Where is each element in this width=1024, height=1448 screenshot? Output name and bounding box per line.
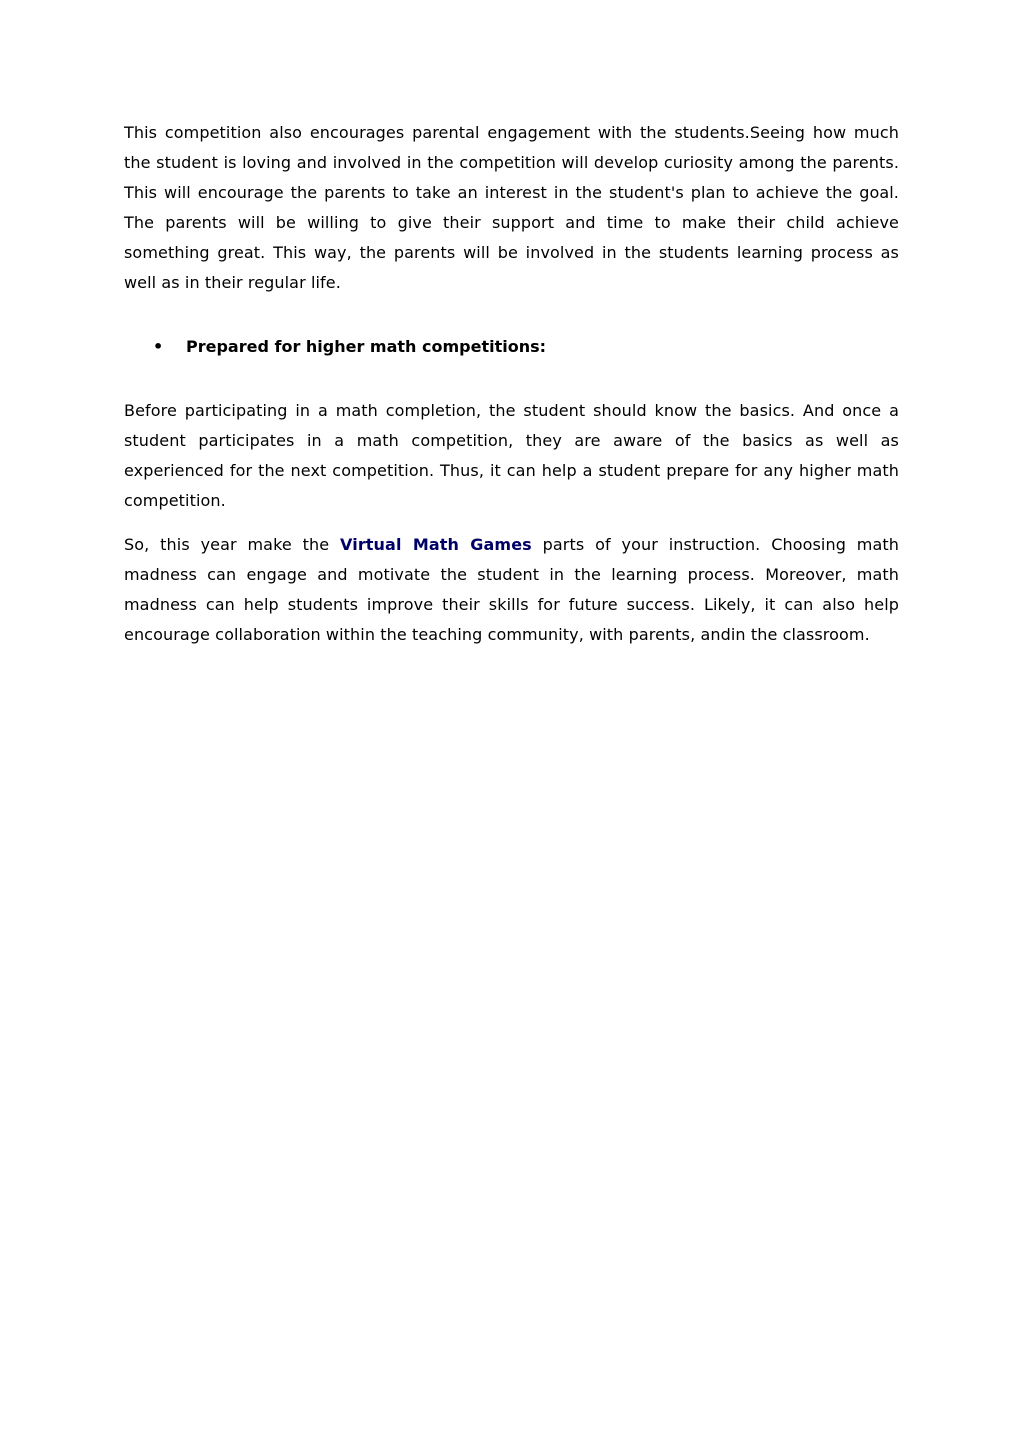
paragraph-conclusion-lead: So, this year make the bbox=[124, 535, 341, 554]
paragraph-preparation: Before participating in a math completion, the student should know the basics. And once a student participates in a math competition, they are aware of the basics as well as experienced for the next competition. Thus, it can help a student prepare for any higher math competition. bbox=[124, 401, 899, 510]
paragraph-parental-engagement: This competition also encourages parental engagement with the students.Seeing how much the student is loving and involved in the competition will develop curiosity among the parents. This will encourage the parents to take an interest in the student's plan to achieve the goal. The parents will be willing to give their support and time to make their child achieve something great. This way, the parents will be involved in the students learning process as well as in their regular life. bbox=[124, 123, 899, 292]
virtual-math-games-link[interactable]: Virtual Math Games bbox=[340, 535, 532, 554]
bullet-item bbox=[124, 332, 899, 362]
bullet-heading: Prepared for higher math competitions: bbox=[186, 337, 547, 356]
bullet-icon: • bbox=[153, 337, 164, 356]
document-page bbox=[124, 118, 899, 650]
paragraph-conclusion bbox=[124, 530, 899, 650]
paragraph-conclusion-rest: parts of your instruction. Choosing math madness can engage and motivate the student in the learning process. Moreover, math madness can help students improve their skills for future success. Likely, it can also help encourage collaboration within the teaching community, with parents, andin the classroom. bbox=[124, 535, 899, 644]
